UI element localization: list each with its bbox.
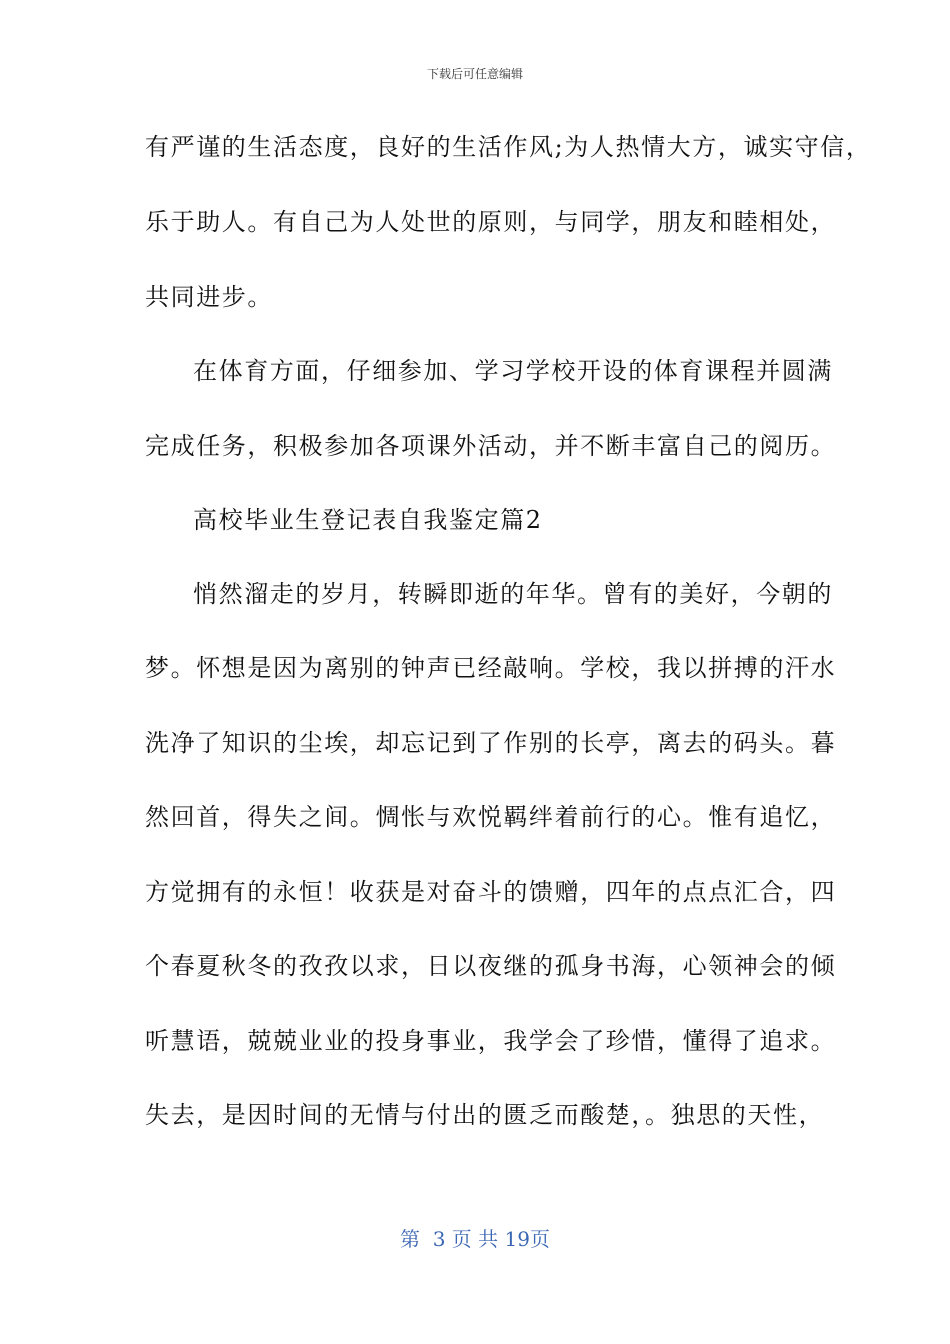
body-line-3: 共同进步。 <box>145 283 273 311</box>
body-line-9: 然回首，得失之间。惆怅与欢悦羁绊着前行的心。惟有追忆， <box>145 803 837 831</box>
body-line-4: 在体育方面，仔细参加、学习学校开设的体育课程并圆满 <box>193 357 833 385</box>
body-line-5: 完成任务，积极参加各项课外活动，并不断丰富自己的阅历。 <box>145 432 837 460</box>
body-line-8: 洗净了知识的尘埃，却忘记到了作别的长亭，离去的码头。暮 <box>145 729 837 757</box>
page-number-footer: 第 3 页 共 19页 <box>400 1227 550 1251</box>
section-heading: 高校毕业生登记表自我鉴定篇2 <box>193 506 543 534</box>
body-line-6: 悄然溜走的岁月，转瞬即逝的年华。曾有的美好，今朝的 <box>193 580 833 608</box>
body-line-11: 个春夏秋冬的孜孜以求，日以夜继的孤身书海，心领神会的倾 <box>145 952 837 980</box>
page-header: 下载后可任意编辑 <box>426 67 523 81</box>
body-line-7: 梦。怀想是因为离别的钟声已经敲响。学校，我以拼搏的汗水 <box>145 654 837 682</box>
body-line-13: 失去，是因时间的无情与付出的匮乏而酸楚，。独思的天性， <box>145 1101 825 1129</box>
body-line-2: 乐于助人。有自己为人处世的原则，与同学，朋友和睦相处， <box>145 208 837 236</box>
body-line-1: 有严谨的生活态度，良好的生活作风;为人热情大方，诚实守信， <box>145 133 872 161</box>
body-line-12: 听慧语，兢兢业业的投身事业，我学会了珍惜，懂得了追求。 <box>145 1027 837 1055</box>
body-line-10: 方觉拥有的永恒！收获是对奋斗的馈赠，四年的点点汇合，四 <box>145 878 837 906</box>
